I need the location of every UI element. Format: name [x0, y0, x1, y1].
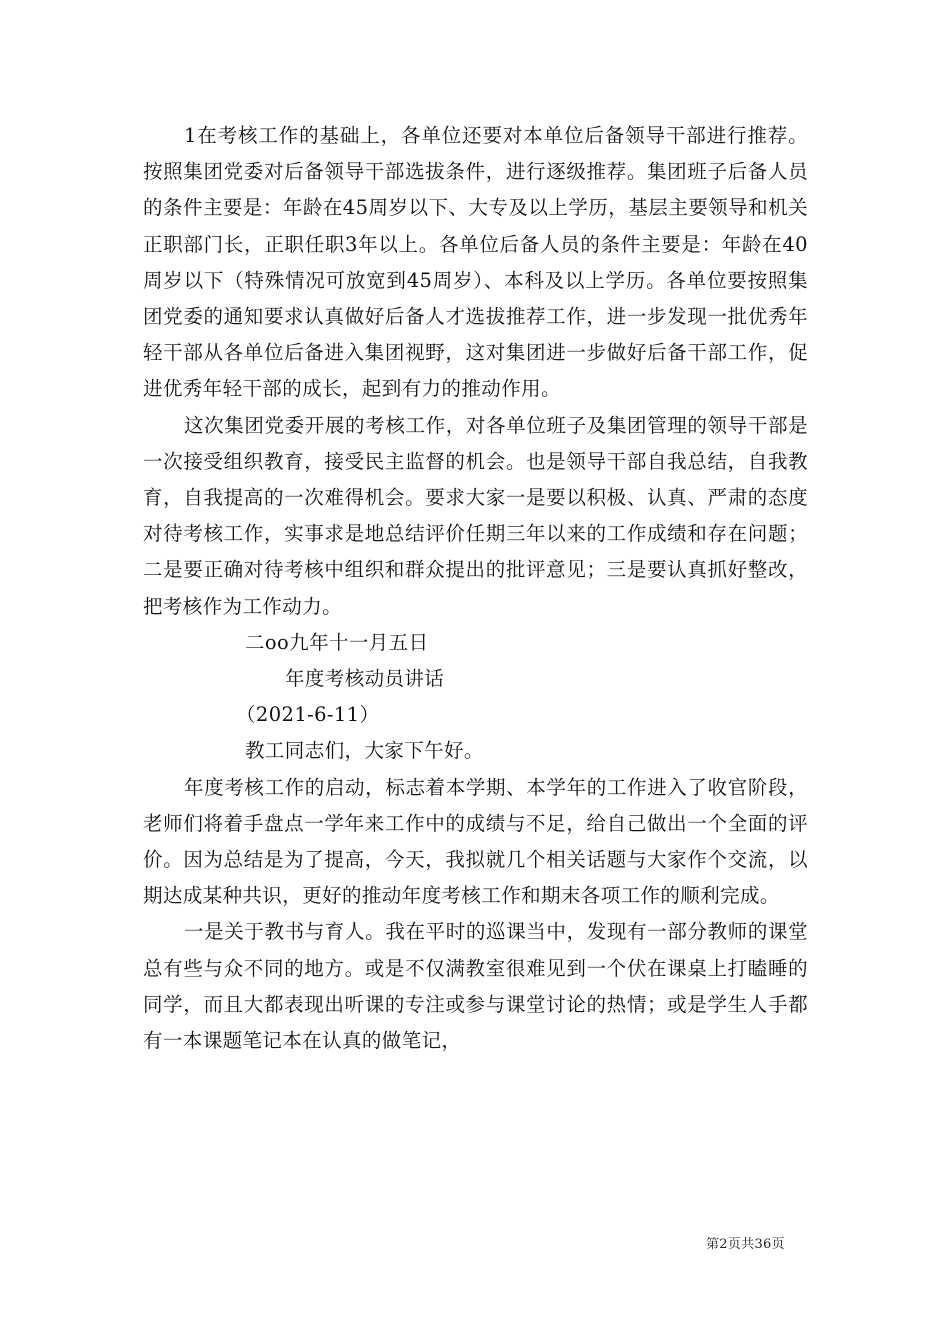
paragraph-reserve-cadres: 1在考核工作的基础上，各单位还要对本单位后备领导干部进行推荐。按照集团党委对后备领导干部选拔条件，进行逐级推荐。集团班子后备人员的条件主要是：年龄在45周岁以下、大专及以上学历，基层主要领导和机关正职部门长，正职任职3年以上。各单位后备人员的条件主要是：年龄在40周岁以下（特殊情况可放宽到45周岁）、本科及以上学历。各单位要按照集团党委的通知要求认真做好后备人才选拔推荐工作，进一步发现一批优秀年轻干部从各单位后备进入集团视野，这对集团进一步做好后备干部工作，促进优秀年轻干部的成长，起到有力的推动作用。	[143, 124, 808, 401]
section-title: 年度考核动员讲话	[285, 667, 445, 691]
paragraph-assessment-start: 年度考核工作的启动，标志着本学期、本学年的工作进入了收官阶段，老师们将着手盘点一学年来工作中的成绩与不足，给自己做出一个全面的评价。因为总结是为了提高，今天，我拟就几个相关话题与大家作个交流，以期达成某种共识，更好的推动年度考核工作和期末各项工作的顺利完成。	[143, 775, 808, 908]
paragraph-assessment-opportunity: 这次集团党委开展的考核工作，对各单位班子及集团管理的领导干部是一次接受组织教育，接受民主监督的机会。也是领导干部自我总结，自我教育，自我提高的一次难得机会。要求大家一是要以积极、认真、严肃的态度对待考核工作，实事求是地总结评价任期三年以来的工作成绩和存在问题；二是要正确对待考核中组织和群众提出的批评意见；三是要认真抓好整改，把考核作为工作动力。	[143, 413, 808, 618]
section-date: （2021-6-11）	[236, 703, 380, 727]
date-line: 二oo九年十一月五日	[245, 630, 429, 654]
paragraph-teaching-and-education: 一是关于教书与育人。我在平时的巡课当中，发现有一部分教师的课堂总有些与众不同的地方。或是不仅满教室很难见到一个伏在课桌上打瞌睡的同学，而且大都表现出听课的专注或参与课堂讨论的热情；或是学生人手都有一本课题笔记本在认真的做笔记，	[143, 920, 808, 1053]
document-body	[143, 118, 808, 1059]
greeting: 教工同志们，大家下午好。	[245, 739, 484, 763]
page-number: 第2页共36页	[706, 1237, 785, 1252]
